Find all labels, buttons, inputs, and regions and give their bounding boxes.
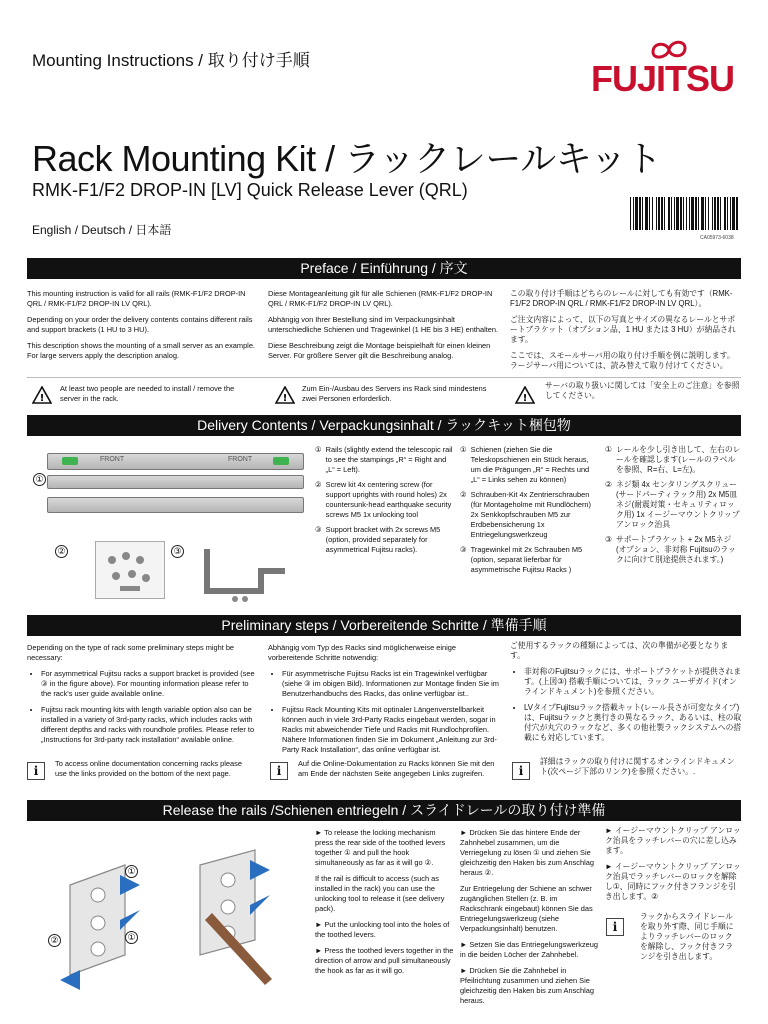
svg-text:!: ! xyxy=(522,393,528,404)
delivery-item xyxy=(460,445,600,485)
barcode-bar xyxy=(674,197,675,230)
preface-english xyxy=(27,289,259,367)
svg-text:!: ! xyxy=(282,393,288,404)
barcode-bar xyxy=(642,197,643,230)
step-text: ► Put the unlocking tool into the holes of the toothed levers. xyxy=(315,920,450,939)
item-number: ② xyxy=(605,480,612,489)
step-text: ► Setzen Sie das Entriegelungswerkzeug in die beiden Löcher der Zahnhebel. xyxy=(460,940,598,959)
section-heading-release: Release the rails /Schienen entriegeln / スライドレールの取り付け準備 xyxy=(27,800,741,821)
barcode-bar xyxy=(668,197,670,230)
screw-icon xyxy=(96,542,164,598)
barcode-bar xyxy=(732,197,735,230)
barcode-bar xyxy=(656,197,657,230)
barcode-bar xyxy=(698,197,699,230)
barcode-bar xyxy=(712,197,713,230)
preface-en-paragraph: This description shows the mounting of a small server as an example. For large servers apply the description analog. xyxy=(27,341,255,360)
item-text: Tragewinkel mit 2x Schrauben M5 (option, separat lieferbar für asymmetrische Fujitsu Racks ) xyxy=(470,545,583,574)
page-title: Rack Mounting Kit / ラックレールキット xyxy=(32,138,662,179)
item-text: Schienen (ziehen Sie die Teleskopschienen ein Stück heraus, um die Prägungen „R“ = Rechts und „L“ = Links sehen zu können) xyxy=(470,445,590,484)
delivery-item xyxy=(315,480,455,520)
screw-kit-image xyxy=(95,541,165,599)
item-number: ① xyxy=(460,445,467,454)
info-icon: i xyxy=(27,762,45,780)
preface-german xyxy=(268,289,500,367)
barcode-bar xyxy=(736,197,738,230)
info-note-en: To access online documentation concerning racks please use the links provided on the bottom of the next page. xyxy=(55,759,242,778)
barcode-bar xyxy=(727,197,728,230)
callout-2: ② xyxy=(55,545,68,558)
release-illustration xyxy=(40,845,300,1015)
warning-icon xyxy=(32,386,52,404)
step-text: ► Press the toothed levers together in the direction of arrow and pull simultaneously the hook as far as it will go. xyxy=(315,946,454,975)
item-number: ③ xyxy=(460,545,467,554)
item-text: Support bracket with 2x screws M5 (option, provided separately for asymmetrical Fujitsu racks). xyxy=(325,525,441,554)
barcode-bar xyxy=(720,197,721,230)
warning-text-de: Zum Ein-/Ausbau des Servers ins Rack sind mindestens zwei Personen erforderlich. xyxy=(302,384,487,403)
delivery-item xyxy=(460,545,600,575)
list-item: • Fujitsu Rack Mounting Kits mit optinaler Längenverstellbarkeit können auch in viele 3rd-Party Racks eingebaut werden, sogar in Racks mit abweichender Tiefe und Racks mit Rundlochprofilen. Nähere Informationen finden Sie im Dokument „Anleitung zur 3rd-Party Rack Installation“, das online verfügbar ist. xyxy=(282,705,500,755)
fujitsu-logo xyxy=(591,38,737,98)
intro-text: ご使用するラックの種類によっては、次の準備が必要となります。 xyxy=(510,641,729,660)
barcode-bar xyxy=(658,197,660,230)
item-number: ② xyxy=(315,480,322,489)
step-label: Setzen Sie das Entriegelungswerkzeug in die beiden Löcher der Zahnhebel. xyxy=(460,940,598,959)
release-german xyxy=(460,828,600,1012)
list-item: • Fujitsu rack mounting kits with length variable option also can be installed in a variety of 3rd-party racks, which includes racks with different depths and racks with roundhole profiles. Please refer to „Instructions for 3rd-party rack installation“ available online. xyxy=(41,705,259,745)
preface-en-paragraph: Depending on your order the delivery contents contains different rails and support brackets (1 HU to 3 HU). xyxy=(27,315,253,334)
intro-text: Depending on the type of rack some preliminary steps might be necessary: xyxy=(27,643,235,662)
info-note-de: Auf die Online-Dokumentation zu Racks können Sie mit den am Ende der nächsten Seite angegeben Links zugreifen. xyxy=(298,759,495,778)
preliminary-japanese xyxy=(510,641,742,749)
barcode-bar xyxy=(639,197,641,230)
barcode-bar xyxy=(661,197,663,230)
section-heading-preliminary: Preliminary steps / Vorbereitende Schritte / 準備手順 xyxy=(27,615,741,636)
barcode-bar xyxy=(676,197,679,230)
release-japanese xyxy=(605,826,741,908)
divider xyxy=(27,377,741,378)
delivery-item xyxy=(315,525,455,555)
step-label: Drücken Sie die Zahnhebel in Pfeilrichtung zusammen und ziehen Sie gleichzeitig den Haken bis zum Anschlag heraus. xyxy=(460,966,594,1005)
rail-image xyxy=(47,497,304,513)
info-icon: i xyxy=(270,762,288,780)
language-list: English / Deutsch / 日本語 xyxy=(32,223,172,237)
info-icon: i xyxy=(512,762,530,780)
barcode-bar xyxy=(695,197,697,230)
item-number: ③ xyxy=(315,525,322,534)
preface-ja-paragraph: ここでは、スモールサーバ用の取り付け手順を例に説明します。ラージサーバ用については、読み替えて取り付けてください。 xyxy=(510,351,735,370)
barcode-bar xyxy=(683,197,684,230)
item-number: ② xyxy=(460,490,467,499)
barcode-bar xyxy=(724,197,726,230)
callout-1: ① xyxy=(33,473,46,486)
intro-text: Abhängig vom Typ des Racks sind möglicherweise einige vorbereitende Schritte notwendig: xyxy=(268,643,457,662)
step-text: ► イージーマウントクリップ アンロック治具をラッチレバーの穴に差し込みます。 xyxy=(605,826,741,855)
logo-text: FUJITSU xyxy=(591,58,735,99)
document-type: Mounting Instructions / 取り付け手順 xyxy=(32,51,310,70)
warning-icon xyxy=(275,386,295,404)
svg-text:!: ! xyxy=(39,393,45,404)
barcode-bar xyxy=(691,197,694,230)
step-label: イージーマウントクリップ アンロック治具をラッチレバーの穴に差し込みます。 xyxy=(605,826,741,855)
bullet-list xyxy=(510,667,742,743)
barcode-bar xyxy=(652,197,653,230)
delivery-item xyxy=(460,490,600,540)
item-text: Rails (slightly extend the telescopic rail to see the stampings „R“ = Right and „L“ = Left). xyxy=(325,445,453,474)
paragraph: Zur Entriegelung der Schiene an schwer zugänglichen Stellen (z. B. im Rackschrank eingebaut) können Sie das Entriegelungswerkzeug (siehe Verpackungsinhalt) benutzen. xyxy=(460,884,593,933)
bullet-list xyxy=(27,669,259,745)
section-heading-preface: Preface / Einführung / 序文 xyxy=(27,258,741,279)
step-text: ► To release the locking mechanism press the rear side of the toothed levers together ① and pull the hook simultaneously as far as it will go ②. xyxy=(315,828,446,867)
barcode-bar xyxy=(633,197,634,230)
barcode-bar xyxy=(635,197,638,230)
preliminary-english xyxy=(27,643,259,751)
item-text: レールを少し引き出して、左右のレールを確認します(レールのラベルを参照、R=右、L=左)。 xyxy=(616,445,741,474)
preliminary-german xyxy=(268,643,500,761)
paragraph: If the rail is difficult to access (such as installed in the rack) you can use the unlocking tool to release it (see delivery pack). xyxy=(315,874,445,913)
step-text: ► イージーマウントクリップ アンロック治具でラッチレバーのロックを解除し①、同時にフック付きフランジを引き出します。② xyxy=(605,862,741,901)
release-english xyxy=(315,828,455,982)
document-id: CA05973-6038 xyxy=(700,235,734,241)
barcode-bar xyxy=(705,197,706,230)
bullet-list xyxy=(268,669,500,755)
step-label: イージーマウントクリップ アンロック治具でラッチレバーのロックを解除し①、同時にフック付きフランジを引き出します。② xyxy=(605,862,741,901)
barcode-bar xyxy=(708,197,709,230)
barcode-bar xyxy=(714,197,716,230)
callout-2: ② xyxy=(48,934,61,947)
warning-icon xyxy=(515,386,535,404)
barcode-bar xyxy=(689,197,690,230)
rail-image xyxy=(47,453,304,470)
latch-image xyxy=(40,845,300,1015)
callout-3: ③ xyxy=(171,545,184,558)
delivery-item xyxy=(605,535,741,565)
support-bracket-image xyxy=(199,541,294,605)
barcode-bar xyxy=(680,197,682,230)
item-number: ③ xyxy=(605,535,612,544)
delivery-german xyxy=(460,445,600,575)
barcode-bar xyxy=(701,197,704,230)
barcode-bar xyxy=(630,197,631,230)
barcode-bar xyxy=(671,197,672,230)
rail-front-label: FRONT xyxy=(100,456,125,463)
rail-front-label: FRONT xyxy=(228,456,253,463)
infinity-icon xyxy=(649,38,689,60)
step-label: Put the unlocking tool into the holes of the toothed levers. xyxy=(315,920,450,939)
barcode-bar xyxy=(664,197,665,230)
barcode-bar xyxy=(730,197,731,230)
delivery-english xyxy=(315,445,455,555)
callout-1: ① xyxy=(125,931,138,944)
list-item: • Für asymmetrische Fujitsu Racks ist ein Tragewinkel verfügbar (siehe ③ im obigen Bild). Informationen zur Montage finden Sie im Benutzerhandbuchs des Racks, das online verfügbar ist.. xyxy=(282,669,500,699)
step-label: To release the locking mechanism press the rear side of the toothed levers together ① and pull the hook simultaneously as far as it will go ②. xyxy=(315,828,446,867)
delivery-item xyxy=(605,445,741,475)
preface-de-paragraph: Diese Montageanleitung gilt für alle Schienen (RMK-F1/F2 DROP-IN QRL / RMK-F1/F2 DROP-IN LV QRL). xyxy=(268,289,493,308)
list-item: • For asymmetrical Fujitsu racks a support bracket is provided (see ③ in the figure above). For mounting information please refer to the rack's user guide available online. xyxy=(41,669,259,699)
barcode-bar xyxy=(686,197,687,230)
barcode-bar xyxy=(645,197,648,230)
rail-latch xyxy=(62,457,78,465)
item-number: ① xyxy=(315,445,322,454)
info-icon: i xyxy=(606,918,624,936)
preface-en-paragraph: This mounting instruction is valid for all rails (RMK-F1/F2 DROP-IN QRL / RMK-F1/F2 DROP-IN LV QRL). xyxy=(27,289,246,308)
step-label: Press the toothed levers together in the direction of arrow and pull simultaneously the hook as far as it will go. xyxy=(315,946,454,975)
callout-1: ① xyxy=(125,865,138,878)
section-heading-delivery: Delivery Contents / Verpackungsinhalt / ラックキット梱包物 xyxy=(27,415,741,436)
warning-text-ja: サーバの取り扱いに関しては「安全上のご注意」を参照してください。 xyxy=(545,381,740,400)
delivery-item xyxy=(605,480,741,530)
rail-latch xyxy=(273,457,289,465)
rail-image xyxy=(47,475,304,489)
info-note-ja: 詳細はラックの取り付けに関するオンラインドキュメント(次ページ下部のリンク)を参照ください。. xyxy=(540,757,735,776)
barcode-bar xyxy=(717,197,719,230)
list-item: • LVタイプFujitsuラック搭載キット(レール長さが可変なタイプ)は、Fujitsuラックと奥行きの異なるラック、あるいは、柱の取付穴が丸穴のラックなど、多くの他社製ラックシステムへの搭載にも対応しています。 xyxy=(524,703,742,743)
preface-ja-paragraph: この取り付け手順はどちらのレールに対しても有効です（RMK-F1/F2 DROP-IN QRL / RMK-F1/F2 DROP-IN LV QRL）。 xyxy=(510,289,733,308)
model-subtitle: RMK-F1/F2 DROP-IN [LV] Quick Release Lever (QRL) xyxy=(32,180,468,200)
delivery-illustration xyxy=(27,445,307,615)
barcode-icon xyxy=(630,197,738,230)
item-text: Screw kit 4x centering screw (for support uprights with round holes) 2x countersunk-head earthquake security screws M5 1x unlocking tool xyxy=(325,480,452,519)
info-note-ja: ラックからスライドレールを取り外す際、同じ手順によりラッチレバーのロックを解除し、フック付きフランジを引き出します。 xyxy=(640,912,734,961)
preface-de-paragraph: Abhängig von Ihrer Bestellung sind im Verpackungsinhalt unterschiedliche Schienen und Tragewinkel (1 HE bis 3 HE) enthalten. xyxy=(268,315,499,334)
item-text: サポートブラケット + 2x M5ネジ (オプション、非対称 Fujitsuのラックに向けて別途提供されます。) xyxy=(616,535,736,564)
item-number: ① xyxy=(605,445,612,454)
step-text: ► Drücken Sie das hintere Ende der Zahnhebel zusammen, um die Verriegelung zu lösen ① und ziehen Sie gleichzeitig den Haken bis zum Anschlag heraus ②. xyxy=(460,828,594,877)
item-text: ネジ類 4x センタリングスクリュー(サードパーティラック用) 2x M5皿ネジ(耐震対策・セキュリティロック用) 1x イージーマウントクリップアンロック治具 xyxy=(616,480,740,529)
step-text: ► Drücken Sie die Zahnhebel in Pfeilrichtung zusammen und ziehen Sie gleichzeitig den Haken bis zum Anschlag heraus. xyxy=(460,966,594,1005)
delivery-item xyxy=(315,445,455,475)
item-text: Schrauben-Kit 4x Zentrierschrauben (für Montageholme mit Rundlöchern) 2x Senkkopfschrauben M5 zur Erdbebensicherung 1x Entriegelungswerkzeug xyxy=(470,490,591,539)
delivery-japanese xyxy=(605,445,741,565)
preface-japanese xyxy=(510,289,742,377)
preface-de-paragraph: Diese Beschreibung zeigt die Montage beispielhaft für einen kleinen Server. Für größere Server gilt die Beschreibung analog. xyxy=(268,341,491,360)
step-label: Drücken Sie das hintere Ende der Zahnhebel zusammen, um die Verriegelung zu lösen ① und ziehen Sie gleichzeitig den Haken bis zum Anschlag heraus ②. xyxy=(460,828,594,877)
warning-text-en: At least two people are needed to install / remove the server in the rack. xyxy=(60,384,235,403)
list-item: • 非対称のFujitsuラックには、サポートブラケットが提供されます。(上図③) 搭載手順については、ラック ユーザガイド(オンラインドキュメント)を参照ください。 xyxy=(524,667,742,697)
barcode-bar xyxy=(649,197,650,230)
preface-ja-paragraph: ご注文内容によって、以下の写真とサイズの異なるレールとサポートブラケット（オプション品、1 HU または 3 HU）が納品されます。 xyxy=(510,315,736,344)
